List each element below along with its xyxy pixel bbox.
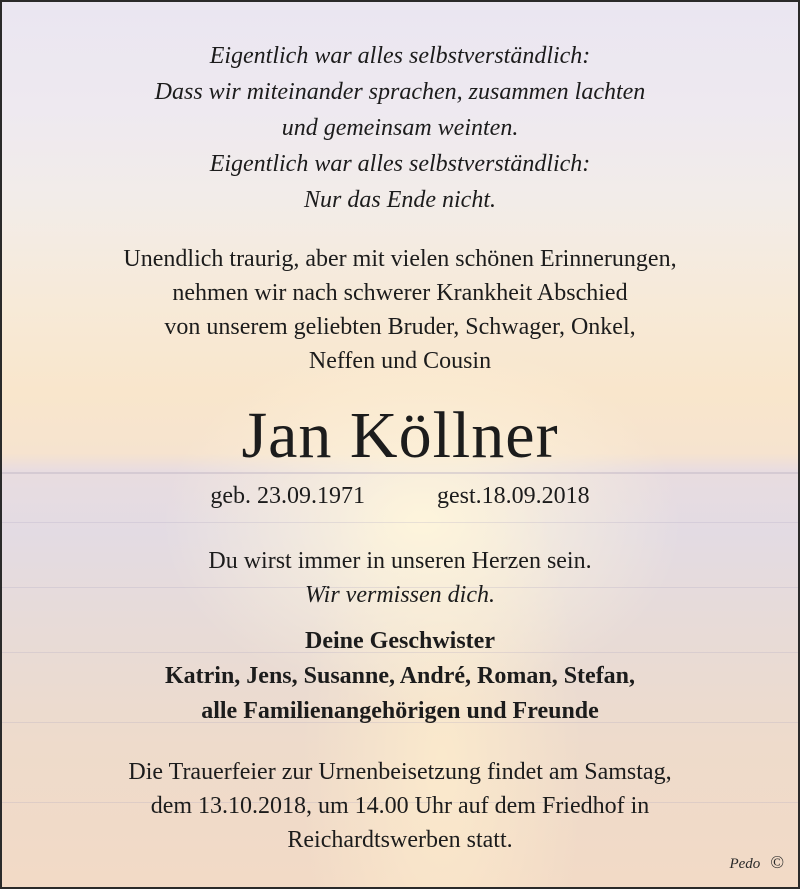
announcement-line: nehmen wir nach schwerer Krankheit Abschied	[172, 280, 628, 306]
designer-credit	[729, 852, 784, 873]
announcement-line: Neffen und Cousin	[308, 348, 492, 374]
mourners-list	[2, 624, 798, 729]
funeral-service-info	[2, 755, 798, 857]
mourners-line: Katrin, Jens, Susanne, André, Roman, Stefan,	[164, 663, 636, 689]
birth-date: geb. 23.09.1971	[210, 483, 365, 509]
announcement-text	[2, 242, 798, 378]
farewell-message	[2, 544, 798, 612]
mourners-line: alle Familienangehörigen und Freunde	[201, 698, 599, 724]
poem-line: und gemeinsam weinten.	[281, 115, 519, 141]
poem-line: Dass wir miteinander sprachen, zusammen lachten	[154, 79, 646, 105]
announcement-line: von unserem geliebten Bruder, Schwager, Onkel,	[164, 314, 636, 340]
poem-line: Eigentlich war alles selbstverständlich:	[209, 151, 591, 177]
poem-line: Eigentlich war alles selbstverständlich:	[209, 43, 591, 69]
farewell-line: Wir vermissen dich.	[305, 582, 495, 608]
service-line: dem 13.10.2018, um 14.00 Uhr auf dem Friedhof in	[150, 793, 650, 819]
life-dates	[2, 478, 798, 514]
announcement-line: Unendlich traurig, aber mit vielen schönen Erinnerungen,	[123, 246, 677, 272]
deceased-name: Jan Köllner	[241, 399, 559, 472]
sea-wave	[2, 522, 798, 523]
death-date: gest.18.09.2018	[436, 483, 590, 509]
designer-signature: Pedo	[729, 856, 761, 872]
mourners-line: Deine Geschwister	[305, 628, 495, 654]
poem	[2, 38, 798, 218]
poem-line: Nur das Ende nicht.	[304, 187, 496, 213]
copyright-symbol: ©	[770, 852, 784, 872]
service-line: Reichardtswerben statt.	[287, 827, 513, 853]
service-line: Die Trauerfeier zur Urnenbeisetzung findet am Samstag,	[128, 759, 672, 785]
farewell-line: Du wirst immer in unseren Herzen sein.	[208, 548, 592, 574]
